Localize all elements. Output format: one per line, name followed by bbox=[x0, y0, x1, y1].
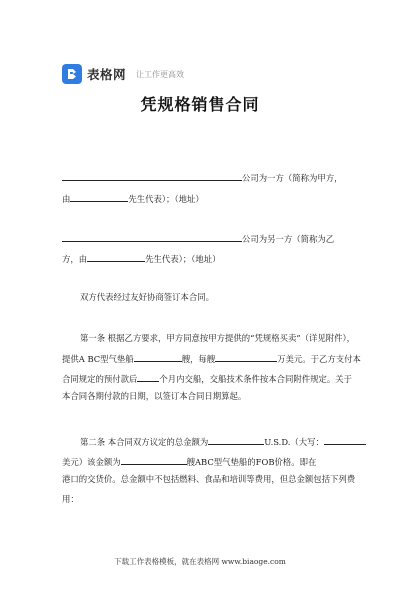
article-2-line-4: 用： bbox=[62, 494, 79, 504]
blank-unit-price bbox=[215, 352, 277, 362]
blank-boat-count-2 bbox=[121, 455, 187, 465]
article-1-line-4: 本合同各期付款的日期，以签订本合同日期算起。 bbox=[62, 391, 247, 401]
intro-paragraph: 双方代表经过友好协商签订本合同。 bbox=[80, 292, 214, 302]
blank-party-a-rep bbox=[70, 192, 128, 202]
article-1-line-1: 第一条 根据乙方要求，甲方同意按甲方提供的“凭规格买卖”（详见附件）， bbox=[80, 333, 356, 343]
blank-party-b-company bbox=[62, 232, 242, 242]
article-2-line-3: 港口的交货价。总金额中不包括燃料、食品和培训等费用，但总金额包括下列费 bbox=[62, 474, 356, 484]
blank-boat-count bbox=[134, 352, 182, 362]
blank-party-a-company bbox=[62, 171, 242, 181]
party-a-line-2: 由 先生代表）；（地址） bbox=[62, 194, 204, 204]
footer-text: 下载工作表格模板，就在表格网 www.biaoge.com bbox=[114, 557, 286, 566]
blank-months bbox=[137, 372, 159, 382]
blank-party-b-rep bbox=[87, 252, 145, 262]
article-1-line-2: 提供A BC型气垫船 艘，每艘 万美元。于乙方支付本 bbox=[62, 354, 361, 364]
blank-total-amount bbox=[208, 435, 264, 445]
logo-icon bbox=[62, 64, 82, 84]
blank-amount-words bbox=[324, 435, 366, 445]
party-b-line-1: 公司为另一方（简称为乙 bbox=[62, 232, 334, 245]
brand-logo bbox=[62, 64, 184, 84]
party-a-line-1: 公司为一方（简称为甲方， bbox=[62, 171, 343, 184]
brand-name: 表格网 bbox=[87, 67, 127, 82]
article-2-line-1: 第二条 本合同双方议定的总金额为 U.S.D.（大写： bbox=[80, 435, 366, 448]
brand-slogan: 让工作更高效 bbox=[136, 69, 185, 79]
article-2-line-2: 美元）该金额为 艘ABC型气垫船的FOB价格。即在 bbox=[62, 457, 317, 467]
article-1-line-3: 合同规定的预付款后 个月内交船，交船技术条件按本合同附件规定。关于 bbox=[62, 374, 352, 384]
document-title: 凭规格销售合同 bbox=[140, 95, 260, 114]
party-b-line-2: 方，由 先生代表）；（地址） bbox=[62, 254, 221, 264]
